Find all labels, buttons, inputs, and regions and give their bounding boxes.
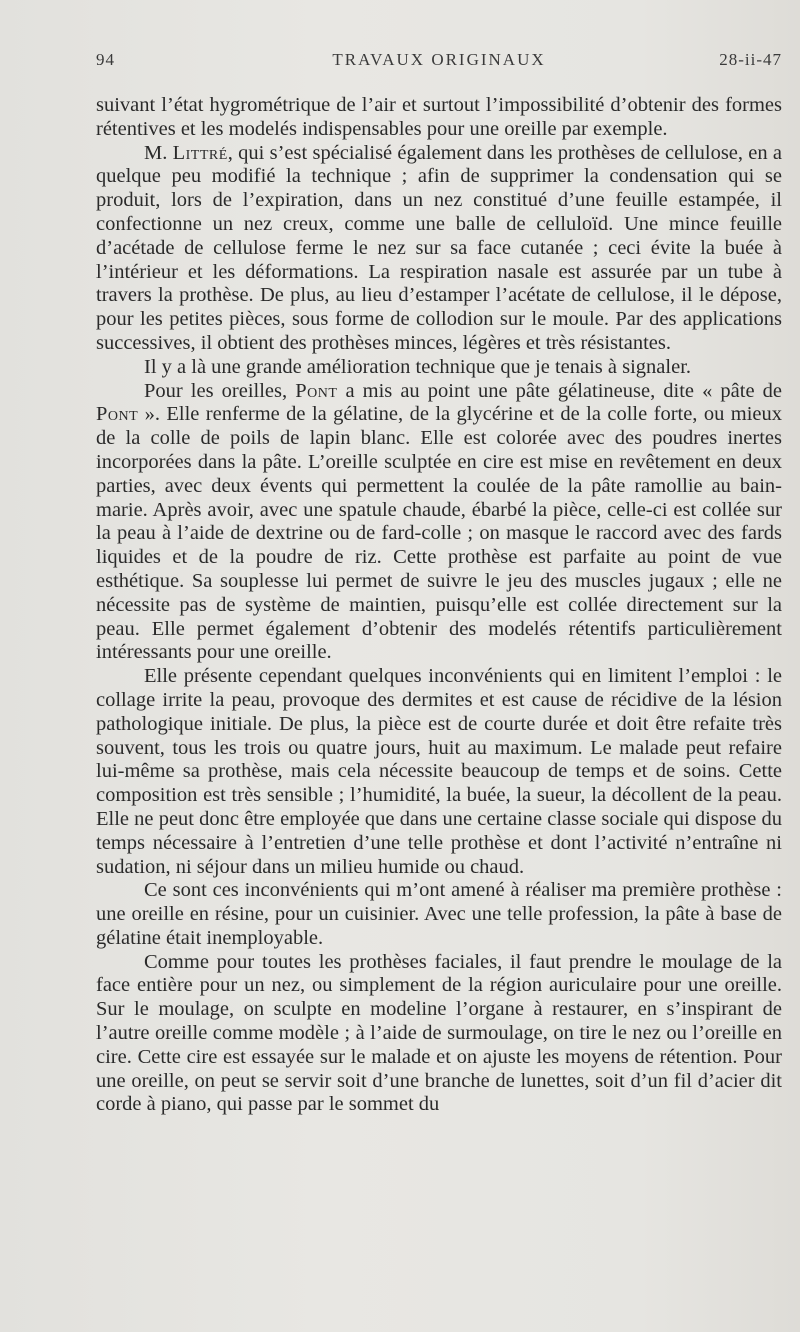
running-head bbox=[96, 50, 782, 74]
paragraph-1: suivant l’état hygrométrique de l’air et surtout l’impossibilité d’obtenir des formes rétentives et les modelés indispensables pour une oreille par exemple. bbox=[96, 94, 782, 140]
author-name-pont: Pont bbox=[295, 379, 338, 402]
paragraph-5: Elle présente cependant quelques inconvénients qui en limitent l’emploi : le collage irrite la peau, provoque des dermites et est cause de récidive de la lésion pathologique initiale. De plus, la pièce est de courte durée et doit être refaite très souvent, tous les trois ou quatre jours, huit au maximum. Le malade peut refaire lui-même sa prothèse, mais cela nécessite beaucoup de temps et de soins. Cette composition est très sensible ; l’humidité, la buée, la sueur, la décollent de la peau. Elle ne peut donc être employée que dans une certaine classe sociale qui dispose du temps nécessaire à l’entretien d’une telle prothèse et dont l’activité n’entraîne ni sudation, ni séjour dans un milieu humide ou chaud. bbox=[96, 665, 782, 878]
paragraph-4: Pour les oreilles, Pont a mis au point une pâte gélatineuse, dite « pâte de Pont ». Elle renferme de la gélatine, de la glycérine et de la colle forte, ou mieux de la colle de poils de lapin blanc. Elle est colorée avec des poudres inertes incorporées dans la pâte. L’oreille sculptée en cire est mise en revêtement en deux parties, avec deux évents qui permettent la coulée de la pâte ramollie au bain-marie. Après avoir, avec une spatule chaude, ébarbé la pièce, celle-ci est collée sur la peau à l’aide de dextrine ou de fard-colle ; on masque le raccord avec des fards liquides et de la poudre de riz. Cette prothèse est parfaite au point de vue esthétique. Sa souplesse lui permet de suivre le jeu des muscles jugaux ; elle ne nécessite pas de système de maintien, puisqu’elle est collée directement sur la peau. Elle permet également d’obtenir des modelés rétentifs particulièrement intéressants pour une oreille. bbox=[96, 379, 782, 664]
page-number: 94 bbox=[96, 50, 115, 69]
paragraph-6: Ce sont ces inconvénients qui m’ont amené à réaliser ma première prothèse : une oreille en résine, pour un cuisinier. Avec une telle profession, la pâte à base de gélatine était inemployable. bbox=[96, 879, 782, 949]
author-name-littre: Littré bbox=[172, 141, 228, 164]
article-body bbox=[96, 94, 782, 1117]
paragraph-2: M. Littré, qui s’est spécialisé également dans les prothèses de cellulose, en a quelque peu modifié la technique ; afin de supprimer la condensation qui se produit, lors de l’expiration, dans un nez constitué d’une feuille estampée, il confectionne un nez creux, comme une balle de celluloïd. Une mince feuille d’acétade de cellulose ferme le nez sur sa face cutanée ; ceci évite la buée à l’intérieur et les déformations. La respiration nasale est assurée par un tube à travers la prothèse. De plus, au lieu d’estamper l’acétate de cellulose, il le dépose, pour les petites pièces, sous forme de collodion sur le moule. Par des applications successives, il obtient des prothèses minces, légères et très résistantes. bbox=[96, 141, 782, 354]
author-name-pont-2: Pont bbox=[96, 403, 139, 426]
issue-date: 28-ii-47 bbox=[719, 50, 782, 69]
paragraph-7: Comme pour toutes les prothèses faciales, il faut prendre le moulage de la face entière pour un nez, ou simplement de la région auriculaire pour une oreille. Sur le moulage, on sculpte en modeline l’organe à restaurer, en s’inspirant de l’autre oreille comme modèle ; à l’aide de surmoulage, on tire le nez ou l’oreille en cire. Cette cire est essayée sur le malade et on ajuste les moyens de rétention. Pour une oreille, on peut se servir soit d’une branche de lunettes, soit d’un fil d’acier dit corde à piano, qui passe par le sommet du bbox=[96, 950, 782, 1116]
running-title: TRAVAUX ORIGINAUX bbox=[332, 50, 546, 69]
paragraph-3: Il y a là une grande amélioration technique que je tenais à signaler. bbox=[144, 355, 692, 378]
